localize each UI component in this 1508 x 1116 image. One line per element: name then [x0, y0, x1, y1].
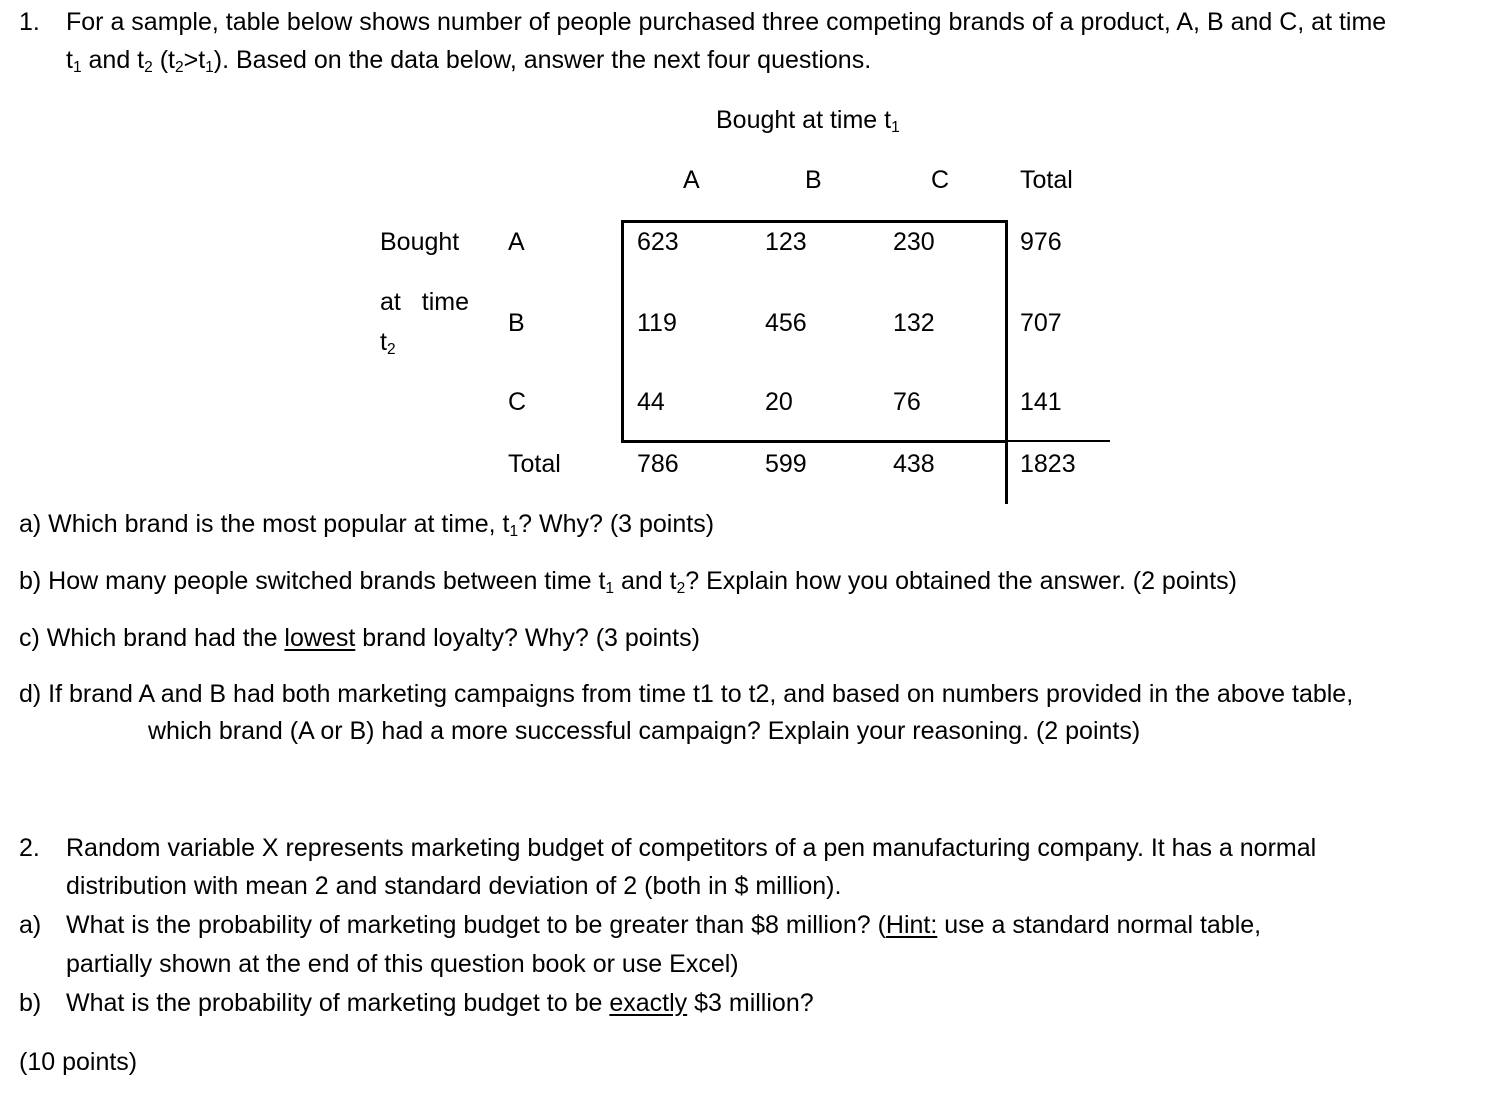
table-box-right	[1005, 220, 1008, 504]
q1-part-b: b) How many people switched brands between time $t_1$ and $t_2$? Explain how you obtained the answer. (2 points)	[19, 567, 1237, 597]
table-total-rule	[1005, 440, 1110, 442]
q2-points: (10 points)	[19, 1048, 138, 1076]
q2-part-a-label: a)	[19, 911, 42, 939]
row-label-bought: Bought	[380, 228, 460, 256]
q1-part-a: a) Which brand is the most popular at time, $t_1$? Why? (3 points)	[19, 510, 715, 540]
q2-line2: distribution with mean 2 and standard deviation of 2 (both in $ million).	[66, 872, 842, 900]
q1-intro-line2: $t_1$ and $t_2$ $(t_2>t_1)$. Based on the data below, answer the next four questions.	[66, 46, 872, 76]
row-label-a: A	[508, 228, 525, 256]
q2-number: 2.	[19, 834, 40, 862]
row-label-total: Total	[508, 450, 561, 478]
q2-part-b-label: b)	[19, 989, 42, 1017]
table-cell: 230	[893, 228, 935, 256]
table-cell: 599	[765, 450, 807, 478]
table-cell: 456	[765, 309, 807, 337]
q2-part-a-line2: partially shown at the end of this question book or use Excel)	[66, 950, 739, 978]
table-cell-total: 141	[1020, 388, 1062, 416]
table-cell: 438	[893, 450, 935, 478]
table-box-left	[621, 220, 624, 443]
table-cell-total: 976	[1020, 228, 1062, 256]
q1-part-d-line2: which brand (A or B) had a more successful campaign? Explain your reasoning. (2 points)	[148, 717, 1141, 745]
table-grand-total: 1823	[1020, 450, 1076, 478]
q1-part-d-line1: d) If brand A and B had both marketing campaigns from time t1 to t2, and based on numbers provided in the above table,	[19, 680, 1354, 708]
table-box-top	[621, 220, 1008, 223]
table-caption: Bought at time $t_1$	[716, 106, 900, 136]
row-label-at-time: at time	[380, 288, 470, 316]
col-header-b: B	[805, 166, 822, 194]
row-label-c: C	[508, 388, 527, 416]
table-cell: 44	[637, 388, 665, 416]
q1-number: 1.	[19, 8, 40, 36]
table-box-bottom	[621, 440, 1008, 443]
col-header-a: A	[683, 166, 700, 194]
table-cell: 119	[637, 309, 677, 337]
col-header-total: Total	[1020, 166, 1073, 194]
table-cell: 623	[637, 228, 679, 256]
table-cell-total: 707	[1020, 309, 1062, 337]
q2-line1: Random variable X represents marketing budget of competitors of a pen manufacturing company. It has a normal	[66, 834, 1317, 862]
table-cell: 132	[893, 309, 935, 337]
q2-part-b: What is the probability of marketing budget to be exactly $3 million?	[66, 989, 814, 1017]
row-label-b: B	[508, 309, 525, 337]
q1-intro-line1: For a sample, table below shows number of people purchased three competing brands of a product, A, B and C, at time	[66, 8, 1387, 36]
q2-part-a: What is the probability of marketing budget to be greater than $8 million? (Hint: use a standard normal table,	[66, 911, 1262, 939]
table-cell: 76	[893, 388, 921, 416]
table-cell: 786	[637, 450, 679, 478]
q1-part-c: c) Which brand had the lowest brand loyalty? Why? (3 points)	[19, 624, 700, 652]
table-cell: 20	[765, 388, 793, 416]
row-label-t2: $t_2$	[380, 328, 396, 358]
table-cell: 123	[765, 228, 807, 256]
col-header-c: C	[931, 166, 950, 194]
